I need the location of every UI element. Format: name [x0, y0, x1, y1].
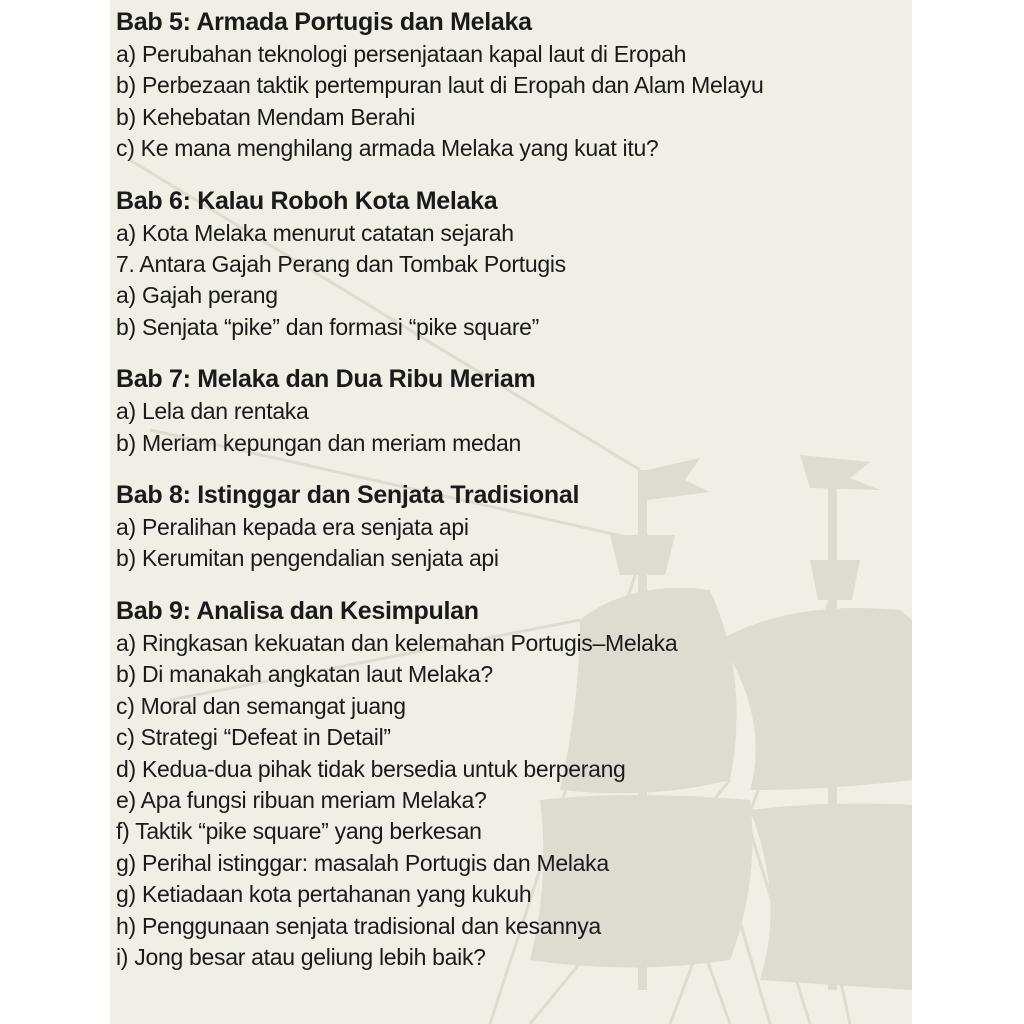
list-item: a) Gajah perang	[116, 282, 278, 309]
list-item: c) Moral dan semangat juang	[116, 692, 406, 719]
list-item: i) Jong besar atau geliung lebih baik?	[116, 943, 486, 970]
list-item: b) Kerumitan pengendalian senjata api	[116, 545, 499, 572]
list-item: a) Ringkasan kekuatan dan kelemahan Portugis–Melaka	[116, 629, 678, 656]
chapter-bab-7	[116, 363, 912, 459]
list-item: h) Penggunaan senjata tradisional dan kesannya	[116, 912, 601, 939]
chapter-title: Bab 6: Kalau Roboh Kota Melaka	[116, 186, 498, 215]
chapter-bab-6	[116, 185, 912, 344]
list-item: c) Strategi “Defeat in Detail”	[116, 724, 391, 751]
chapter-bab-5	[116, 6, 912, 165]
list-item: f) Taktik “pike square” yang berkesan	[116, 818, 482, 845]
chapter-bab-8	[116, 479, 912, 575]
list-item: g) Perihal istinggar: masalah Portugis dan Melaka	[116, 849, 609, 876]
chapter-bab-9	[116, 595, 912, 973]
chapter-title: Bab 7: Melaka dan Dua Ribu Meriam	[116, 365, 536, 394]
list-item: b) Senjata “pike” dan formasi “pike square”	[116, 313, 540, 340]
list-item: a) Perubahan teknologi persenjataan kapal laut di Eropah	[116, 41, 687, 67]
chapter-title: Bab 9: Analisa dan Kesimpulan	[116, 596, 479, 625]
list-item: g) Ketiadaan kota pertahanan yang kukuh	[116, 881, 532, 908]
chapter-title: Bab 8: Istinggar dan Senjata Tradisional	[116, 481, 580, 510]
list-item: a) Peralihan kepada era senjata api	[116, 514, 469, 541]
table-of-contents	[116, 6, 912, 993]
list-item: b) Meriam kepungan dan meriam medan	[116, 429, 521, 456]
list-item: 7. Antara Gajah Perang dan Tombak Portugis	[116, 251, 566, 278]
list-item: c) Ke mana menghilang armada Melaka yang kuat itu?	[116, 135, 659, 162]
content-panel	[110, 0, 912, 1024]
chapter-title: Bab 5: Armada Portugis dan Melaka	[116, 8, 532, 36]
list-item: d) Kedua-dua pihak tidak bersedia untuk berperang	[116, 755, 626, 782]
list-item: e) Apa fungsi ribuan meriam Melaka?	[116, 786, 487, 813]
list-item: b) Di manakah angkatan laut Melaka?	[116, 661, 493, 688]
list-item: a) Lela dan rentaka	[116, 398, 309, 425]
list-item: b) Perbezaan taktik pertempuran laut di Eropah dan Alam Melayu	[116, 72, 764, 99]
list-item: a) Kota Melaka menurut catatan sejarah	[116, 219, 514, 246]
list-item: b) Kehebatan Mendam Berahi	[116, 103, 416, 130]
